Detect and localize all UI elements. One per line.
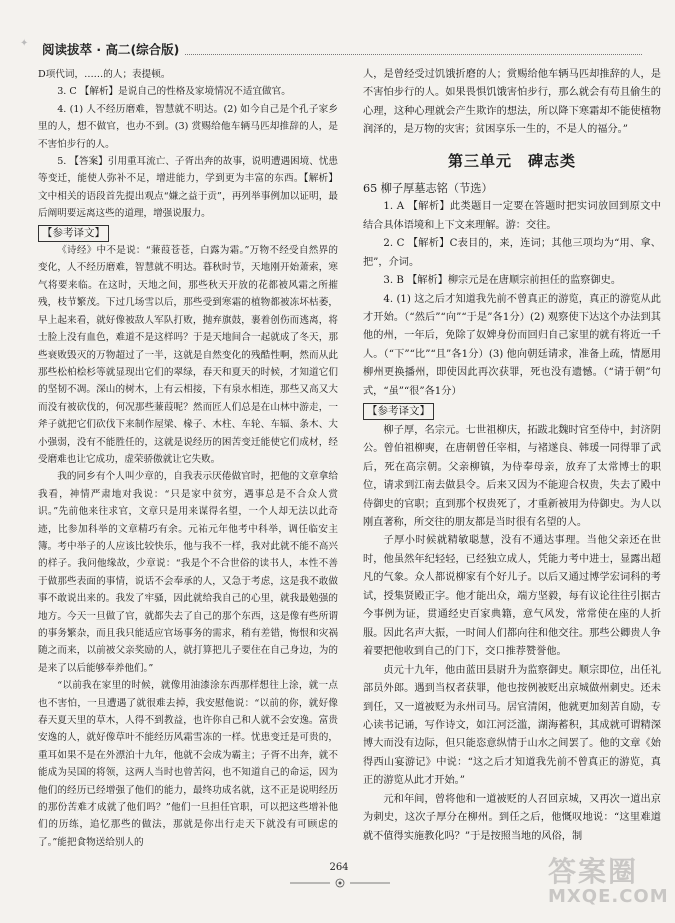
reference-translation-heading: 【参考译文】 xyxy=(363,403,661,421)
watermark-line1: 答案圈 xyxy=(548,855,639,888)
paragraph: 4. (1) 这之后才知道我先前不曾真正的游览，真正的游览从此才开始。（“然后”“向”“于是”各1分）(2) 观察使下达这个办法到其他的州，一年后，免除了奴婢身份而回归自己家里的就有将近一千人。（“下”“比”“且”各1分）(3) 他向朝廷请求，准备上疏，情愿用柳州更换播州，即使因此再次获罪，死也没有遗憾。（“请于朝”句式，“虽”“很”各1分） xyxy=(363,293,661,397)
paragraph: 3. C 【解析】是说自己的性格及家境情况不适宜做官。 xyxy=(57,86,291,98)
unit-title: 第三单元 碑志类 xyxy=(447,151,576,170)
paragraph: 柳子厚，名宗元。七世祖柳庆，拓跋北魏时官至侍中，封济阴公。曾伯祖柳奭，在唐朝曾任宰相，与褚遂良、韩瑗一同得罪了武后，死在高宗朝。父亲柳镇，为侍奉母亲，放弃了太常博士的职位，请求到江南去做县令。后来又因为不能迎合权贵，失去了殿中侍御史的官职；直到那个权贵死了，才重新被用为侍御史。为人以刚直著称，所交往的朋友都是当时很有名望的人。 xyxy=(363,424,661,528)
watermark-line2: MXQE.COM xyxy=(548,886,669,907)
paragraph: 元和年间，曾将他和一道被贬的人召回京城，又再次一道出京为刺史，这次子厚分在柳州。到任之后，他慨叹地说：“这里难道就不值得实施教化吗？”于是按照当地的风俗，制 xyxy=(363,793,661,842)
page-header xyxy=(42,38,642,60)
paragraph: 3. B 【解析】柳宗元是在唐顺宗前担任的监察御史。 xyxy=(383,275,622,287)
book-title: 阅读拔萃 · 高二(综合版) xyxy=(42,42,180,57)
header-dotted-rule xyxy=(185,44,642,55)
paragraph: 4. (1) 人不经历磨难，智慧就不明达。(2) 如今自己是个孔子家乡里的人，想不做官，也办不到。(3) 赏赐给他车辆马匹却推辞的人，是不害怕步行的人。 xyxy=(38,103,338,150)
right-column-continuation: 人，是曾经受过饥饿折磨的人；赏赐给他车辆马匹却推辞的人，是不害怕步行的人。如果畏惧饥饿害怕步行，那么就会有苟且偷生的心理，这种心理就会产生欺诈的想法，所以降下寒霜却不能使植物润泽的，是万物的灾害；贫困享乐一生的，不是人的福分。” xyxy=(363,69,661,136)
paragraph: 贞元十九年，他由蓝田县尉升为监察御史。顺宗即位，出任礼部员外郎。遇到当权者获罪，他也按例被贬出京城做州刺史。还未到任，又一道被贬为永州司马。居官清闲，他就更加刻苦自励，专心读书记诵，写作诗文，如江河泛滥，湖海蓄积，其成就可谓精深博大而没有边际，但只能恣意纵情于山水之间罢了。他的文章《始得西山宴游记》中说：“这之后才知道我先前不曾真正的游览，真正的游览从此才开始。” xyxy=(363,664,661,787)
reference-translation-heading: 【参考译文】 xyxy=(38,225,338,242)
margin-mark: ✦ xyxy=(20,38,29,49)
paragraph: 5. 【答案】引用重耳流亡、子胥出奔的故事，说明遭遇困境、忧患等变迁，能使人弥补不足，增进能力，学到更为丰富的东西。【解析】文中相关的语段首先提出观点“嫌之益于贡”，再列举事例加以证明，最后阐明要远离这些的道理，增强说服力。 xyxy=(38,156,339,220)
paragraph: 1. A 【解析】此类题目一定要在答题时把实词放回到原文中结合具体语境和上下文来理解。游：交往。 xyxy=(363,201,661,231)
paragraph: 2. C 【解析】C表目的，来，连词；其他三项均为“用、拿、把”，介词。 xyxy=(363,238,661,268)
page-number: 264 xyxy=(329,862,349,873)
paragraph: 子厚小时候就精敏聪慧，没有不通达事理。当他父亲还在世时，他虽然年纪轻轻，已经独立成人，凭能力考中进士，显露出超凡的气象。众人都说柳家有个好儿子。以后又通过博学宏词科的考试，授集贤殿正字。他才能出众，端方坚毅，每有议论往往引据古今事例为证，贯通经史百家典籍，意气风发，常常使在座的人折服。因此名声大振，一时间人们都向往和他交往。那些公卿贵人争着要把他收到自己的门下，交口推荐赞誉他。 xyxy=(363,535,661,658)
footer-ornament xyxy=(290,876,390,890)
right-column xyxy=(363,66,661,846)
section-title: 65 柳子厚墓志铭（节选） xyxy=(363,181,493,195)
watermark xyxy=(548,850,668,907)
paragraph: D项代词，……的人；表提顿。 xyxy=(38,69,171,80)
paragraph: 我的同乡有个人叫少章的，自我表示厌倦做官时，把他的文章拿给我看，神情严肃地对我说：“只是家中贫穷，遇事总是不合众人赏识。”先前他来往求官，文章只是用来谋得名望，一个人却无法以此奇迹，比参加科举的文章精巧有余。元祐元年他考中科举，调任临安主簿。考中举子的人应该比较快乐，他与我不一样，我对此就不能不高兴的样子。我问他缘故，少章说：“我是个不合世俗的读书人，本性不善于做那些表面的事情，说话不会奉承的人，又急于考虑，这是我不敢做事不敢说出来的。我发了牢骚，因此就给我自己的心里，就我最勉强的地方。今天一旦做了官，就都失去了自己的那个东西，这是像有些所谓的事务繁杂，而且我只能适应官场事务的需求，稍有差错，悔恨和灾祸随之而来，以前被父亲奖励的人，就打算把儿子要住在自己身边，为的是来了以后能够奉养他们。” xyxy=(38,471,338,674)
right-column-body xyxy=(363,198,661,846)
paragraph: “以前我在家里的时候，就像用油漆涂东西那样想往上涂，就一点也不害怕，一旦遭遇了就很难去掉，我安慰他说：“以前的你，就好像春天夏天里的草木，人得不到教益，也许你自己和人就不会安逸。富贵安逸的人，就好像草叶不能经历风霜雪冻的一样。忧患变迁是可贵的，重耳如果不是在外漂泊十九年，他就不会成为霸主；子胥不出奔，就不能成为吴国的将领，这两人当时也曾苦闷，也不知道自己的命运，因为他们的经历已经增强了他们的能力，最终功成名就，这不正是说明经历的那份苦难才成就了他们吗？”他们一旦担任官职，可以把这些增补他们的历练，追忆那些的做法，那就是你出行走天下就没有可顾虑的了。”能把食物送给别人的 xyxy=(38,680,338,848)
left-column xyxy=(38,66,338,851)
paragraph: 《诗经》中不是说：“蒹葭苍苍，白露为霜。”万物不经受自然界的变化，人不经历磨难，智慧就不明达。暮秋时节，天地刚开始萧索，寒气将要来临。在这时，天地之间，那些秋天开放的花都被风霜之所摧残，枝节繁茂。下过几场雪以后，那些受到寒霜的植物都被冻坏枯萎，早上起来看，就好像被敌人军队打败，抛弃旗鼓，裹着创伤而逃离，将士脸上没有血色，难道不是这样吗？于是天地间合一起就成了冬天，那些衰败毁灭的万物超过了一半，这就是自然变化的残酷性啊，然而从此那些松柏桧杉等就显现出它们的翠绿，春天和夏天的时候，才知道它们的坚韧不凋。深山的树木，上有云相接，下有泉水相连，那些又高又大而没有被砍伐的，何况那些蒹葭呢？然而匠人们总是在山林中游走，一斧子就把它们砍伐下来制作屋梁、椽子、木柱、车轮、车辐、条木、大小强弱，没有不能胜任的，这就是说经历的困苦变迁能使它们成材，经受磨难也让它成功，虚荣骄傲就让它失败。 xyxy=(38,245,338,465)
